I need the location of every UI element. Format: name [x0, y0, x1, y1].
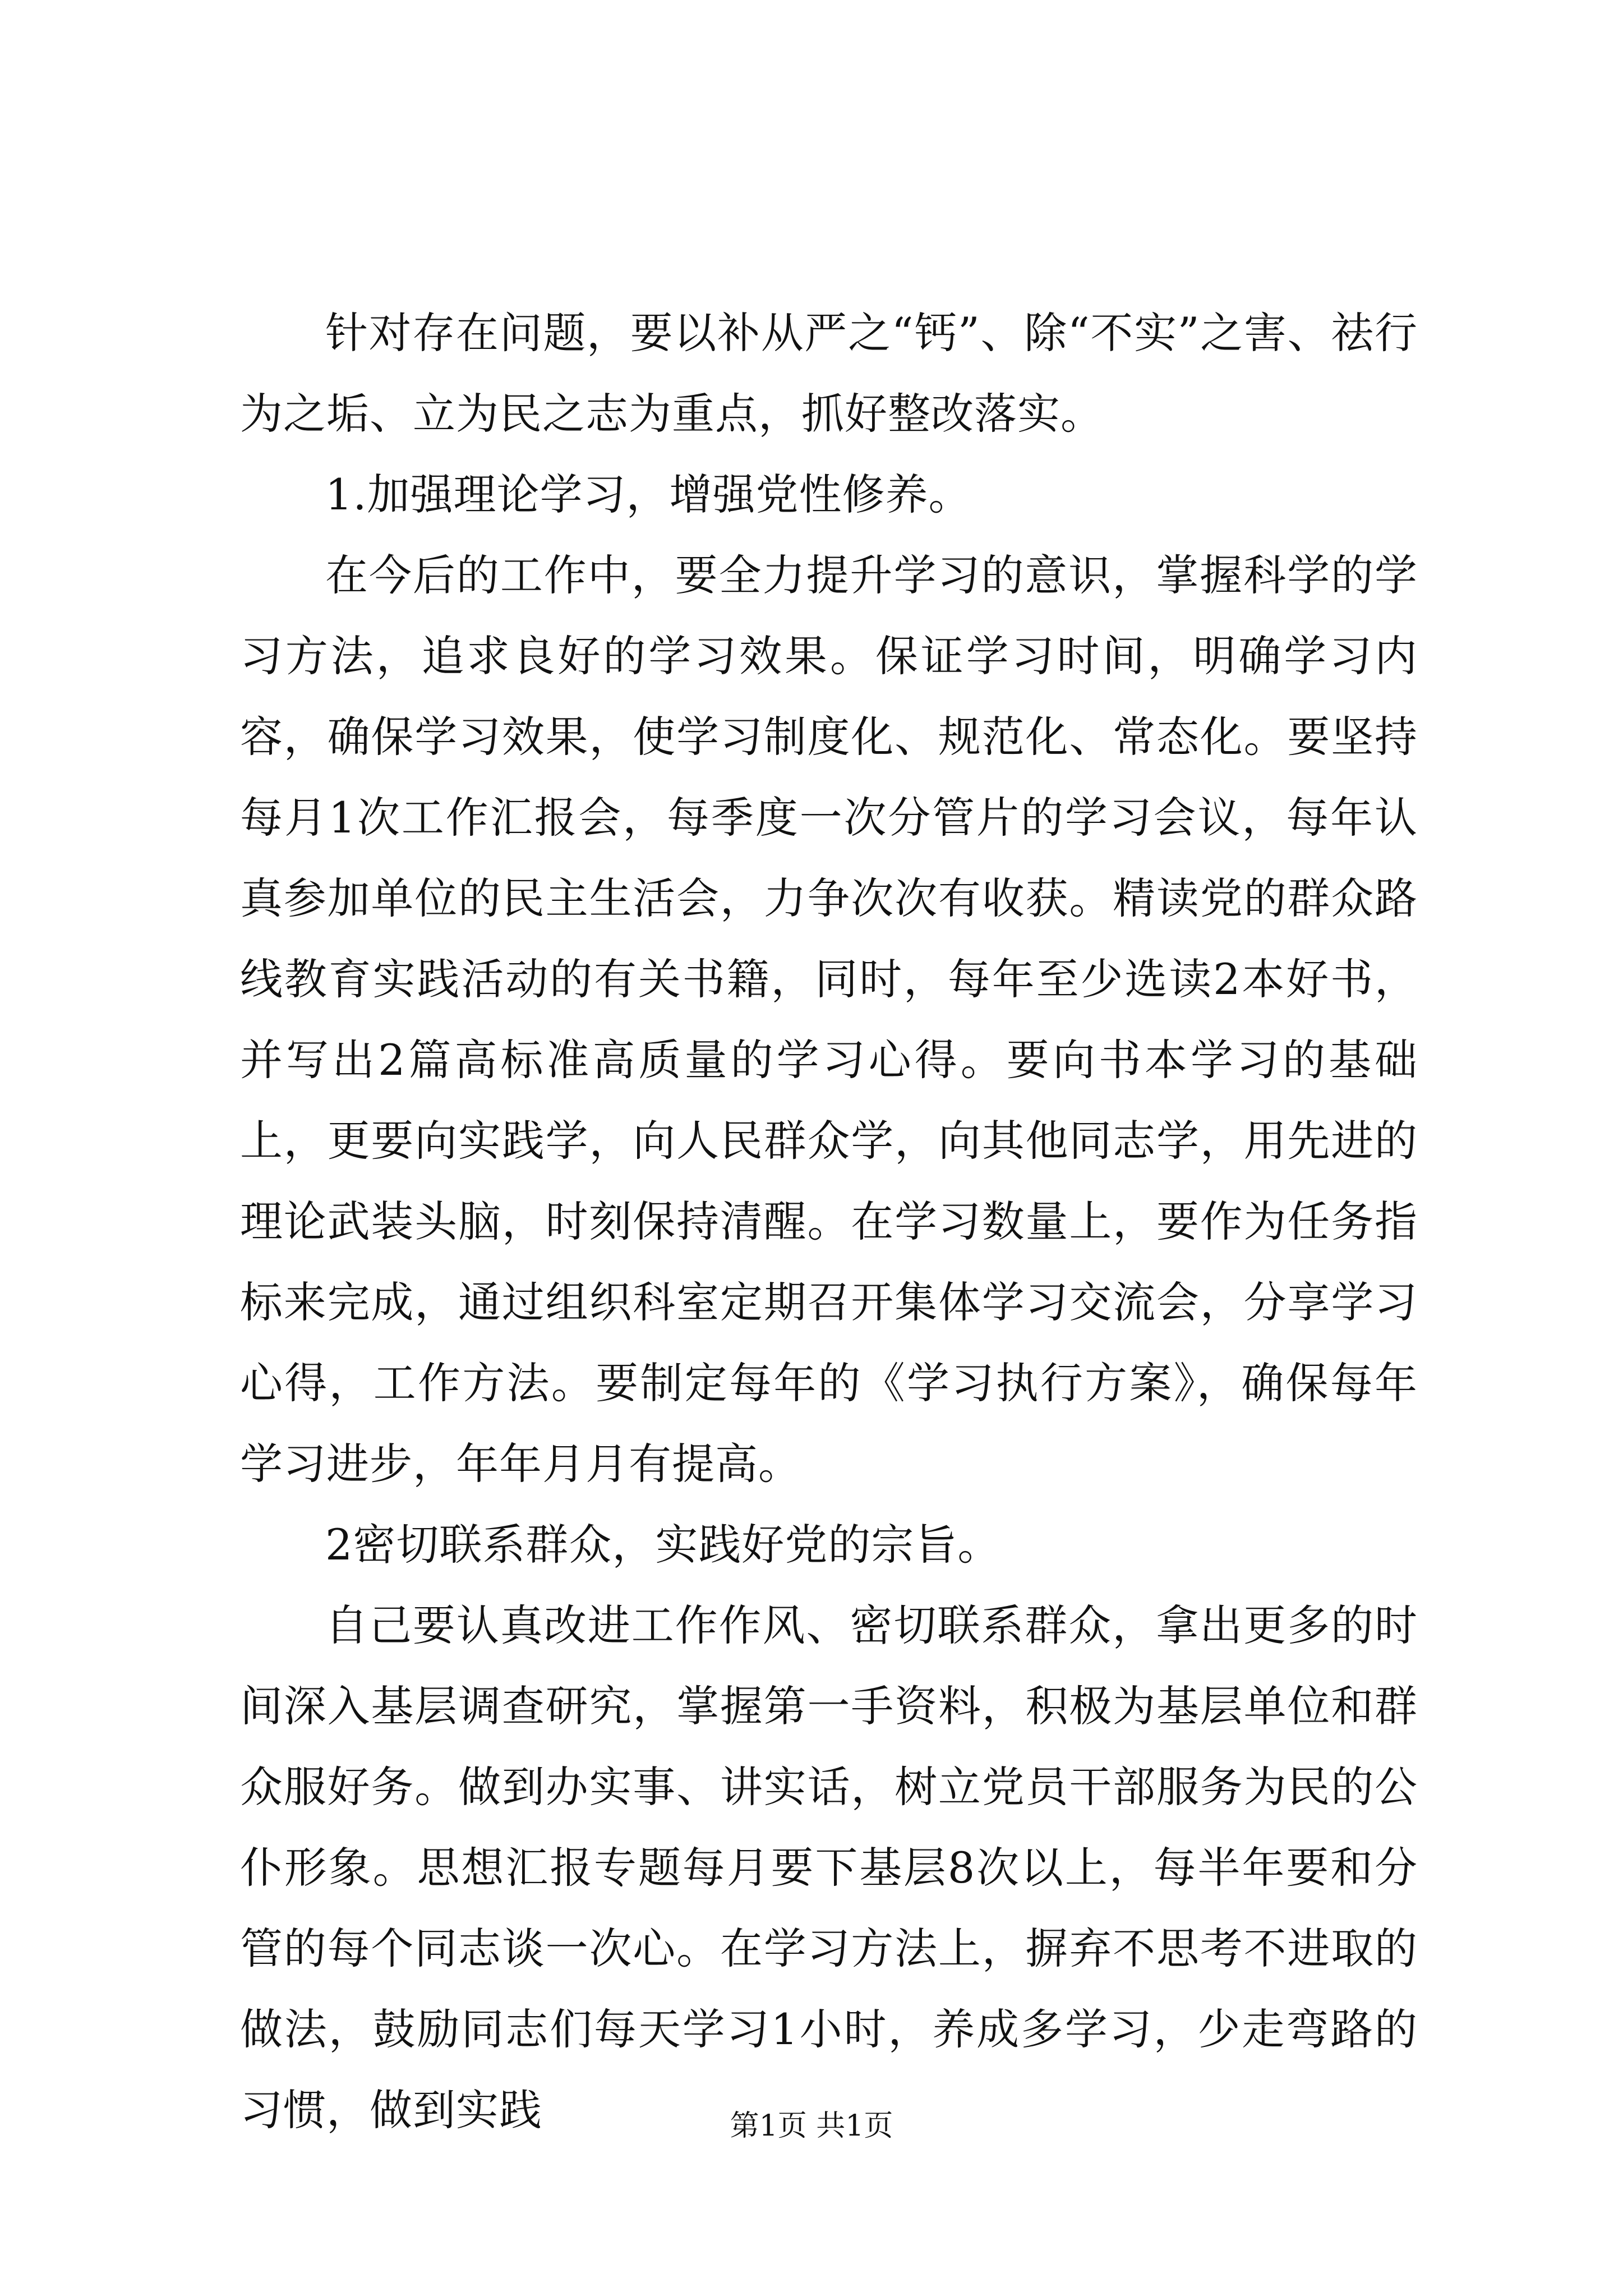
- paragraph-theory-study: 在今后的工作中，要全力提升学习的意识，掌握科学的学习方法，追求良好的学习效果。保证学习时间，明确学习内容，确保学习效果，使学习制度化、规范化、常态化。要坚持每月1次工作汇报会，每季度一次分管片的学习会议，每年认真参加单位的民主生活会，力争次次有收获。精读党的群众路线教育实践活动的有关书籍，同时，每年至少选读2本好书，并写出2篇高标准高质量的学习心得。要向书本学习的基础上，更要向实践学，向人民群众学，向其他同志学，用先进的理论武装头脑，时刻保持清醒。在学习数量上，要作为任务指标来完成，通过组织科室定期召开集体学习交流会，分享学习心得，工作方法。要制定每年的《学习执行方案》，确保每年学习进步，年年月月有提高。: [240, 550, 1418, 1489]
- document-body: [240, 293, 1418, 2151]
- page-number: 第1页 共1页: [730, 2109, 893, 2143]
- page-footer: [0, 2106, 1623, 2146]
- heading-contact-masses: 2密切联系群众，实践好党的宗旨。: [325, 1520, 1001, 1570]
- paragraph-contact-masses: 自己要认真改进工作作风、密切联系群众，拿出更多的时间深入基层调查研究，掌握第一手资料，积极为基层单位和群众服好务。做到办实事、讲实话，树立党员干部服务为民的公仆形象。思想汇报专题每月要下基层8次以上，每半年要和分管的每个同志谈一次心。在学习方法上，摒弃不思考不进取的做法，鼓励同志们每天学习1小时，养成多学习，少走弯路的习惯，做到实践: [240, 1600, 1418, 2135]
- paragraph-intro: 针对存在问题，要以补从严之“钙”、除“不实”之害、祛行为之垢、立为民之志为重点，抓好整改落实。: [240, 308, 1418, 439]
- heading-theory-study: 1.加强理论学习，增强党性修养。: [325, 470, 972, 519]
